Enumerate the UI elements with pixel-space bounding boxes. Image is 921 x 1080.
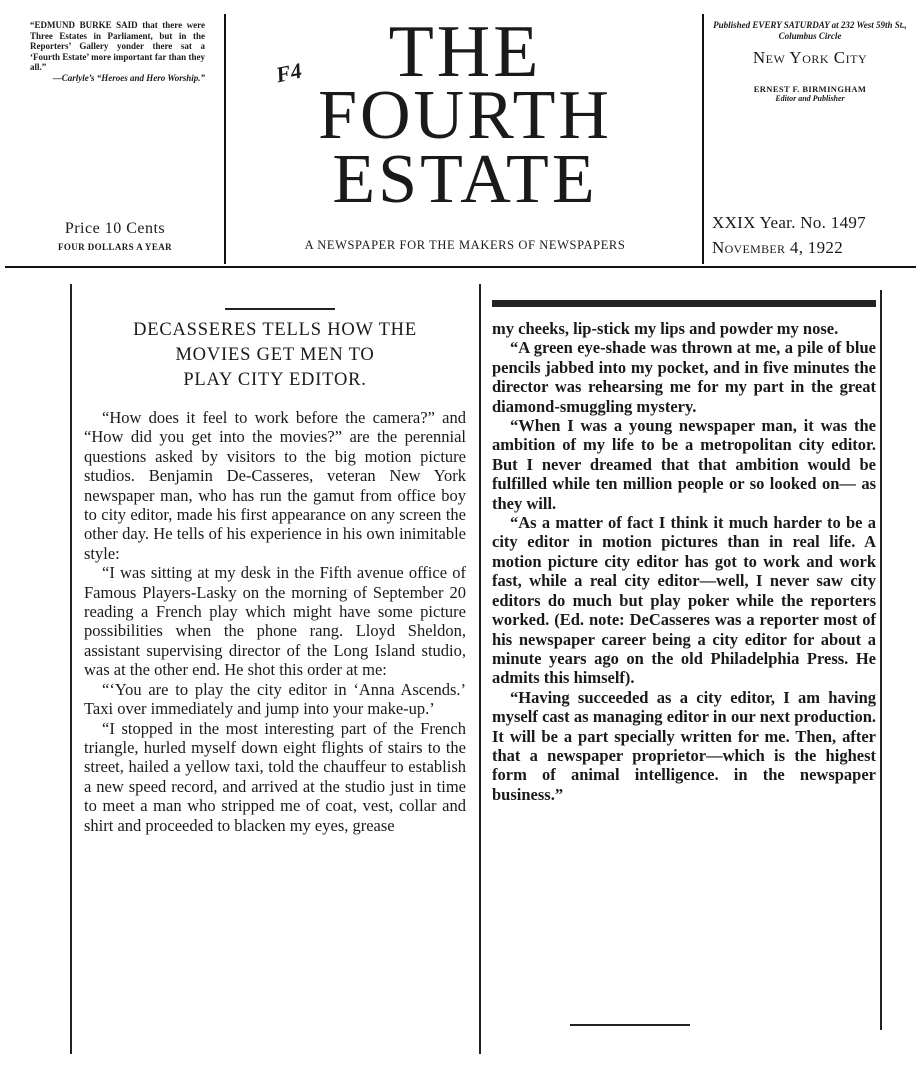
paragraph: my cheeks, lip-stick my lips and powder my nose. xyxy=(492,319,839,338)
editor-name: ERNEST F. BIRMINGHAM xyxy=(753,84,867,94)
tagline: A NEWSPAPER FOR THE MAKERS OF NEWSPAPERS xyxy=(304,238,626,252)
subscription-rate: FOUR DOLLARS A YEAR xyxy=(57,242,173,252)
price-box xyxy=(20,220,210,252)
quote-text: “EDMUND BURKE SAID that there were Three Estates in Parliament, but in the Reporters’ Gallery yonder there sat a ‘Fourth Estate’ more important far than they all.” xyxy=(30,20,205,72)
burke-quote xyxy=(30,20,205,83)
masthead-bottom-rule xyxy=(5,266,916,268)
paragraph: “I was sitting at my desk in the Fifth avenue office of Famous Players-Lasky on the morning of September 20 reading a French play which might have some picture possibilities when the phone rang. Lloyd Sheldon, assistant supervising director of the Long Island studio, was at the other end. He shot this order at me: xyxy=(84,563,466,680)
paragraph: “‘You are to play the city editor in ‘Anna Ascends.’ Taxi over immediately and jump into your make-up.’ xyxy=(84,679,466,719)
published-line: Published EVERY SATURDAY at 232 West 59th St., Columbus Circle xyxy=(713,20,907,41)
paragraph: “I stopped in the most interesting part of the French triangle, hurled myself down eight flights of stairs to the street, hailed a yellow taxi, told the chauffeur to establish a new speed record, and arrived at the studio just in time to meet a man who stripped me of coat, vest, collar and shirt and proceeded to blacken my eyes, grease xyxy=(84,718,466,835)
city-name: New York City xyxy=(752,48,868,67)
right-column-rule xyxy=(880,290,882,1030)
monogram: F4 xyxy=(273,57,304,88)
volume-number: XXIX Year. No. 1497 xyxy=(712,213,866,232)
paragraph: “A green eye-shade was thrown at me, a pile of blue pencils jabbed into my pocket, and in five minutes the director was rehearsing me for my part in the great diamond-smuggling mystery. xyxy=(492,338,876,416)
paragraph: “How does it feel to work before the camera?” and “How did you get into the movies?” are the perennial questions asked by visitors to the big motion picture studios. Benjamin De-Casseres, veteran New York newspaper man, who has run the gamut from office boy to city editor, made his first appearance on any screen the other day. He tells of his experience in his own inimitable style: xyxy=(84,408,466,563)
title-line-1: THE xyxy=(388,11,542,93)
left-column-rule xyxy=(70,284,72,1054)
masthead-divider-left xyxy=(224,14,226,264)
article-headline xyxy=(84,318,466,393)
headline-line-1: DECASSERES TELLS HOW THE xyxy=(133,320,417,340)
paragraph: “Having succeeded as a city editor, I am having myself cast as managing editor in our next production. It will be a part specially written for me. Then, after that a newspaper proprietor—which is the highest form of animal intelligence. in the newspaper business.” xyxy=(492,687,876,804)
title-line-3: ESTATE xyxy=(332,141,598,218)
column-top-rule xyxy=(492,300,876,307)
issue-info xyxy=(712,210,912,260)
publication-info xyxy=(710,20,910,103)
center-column-rule xyxy=(479,284,481,1054)
editor-role: Editor and Publisher xyxy=(775,94,845,103)
article-column-1 xyxy=(84,408,466,835)
headline-line-2: MOVIES GET MEN TO xyxy=(175,345,375,365)
masthead-divider-right xyxy=(702,14,704,264)
newspaper-title xyxy=(228,11,702,218)
paragraph: “As a matter of fact I think it much harder to be a city editor in motion pictures than in real life. A motion picture city editor has got to work and work fast, while a real city editor—well, I never saw city editors do much but play poker while the reporters worked. (Ed. note: DeCasseres was a reporter most of his newspaper career being a city editor for about a minute years ago on the old Philadelphia Press. He admits this himself). xyxy=(492,513,876,688)
headline-line-3: PLAY CITY EDITOR. xyxy=(183,370,367,390)
paragraph: “When I was a young newspaper man, it was the ambition of my life to be a metropolitan city editor. But I never dreamed that that ambition would be fulfilled while ten million people or so looked on— as they will. xyxy=(492,416,876,513)
title-line-2: FOURTH xyxy=(318,77,612,154)
quote-attribution: —Carlyle’s “Heroes and Hero Worship.” xyxy=(52,72,205,83)
issue-date: November 4, 1922 xyxy=(712,238,843,257)
price: Price 10 Cents xyxy=(64,220,166,237)
article-end-rule xyxy=(570,1024,690,1026)
headline-top-rule xyxy=(225,308,335,310)
masthead xyxy=(0,0,921,270)
article-column-2 xyxy=(492,319,876,804)
